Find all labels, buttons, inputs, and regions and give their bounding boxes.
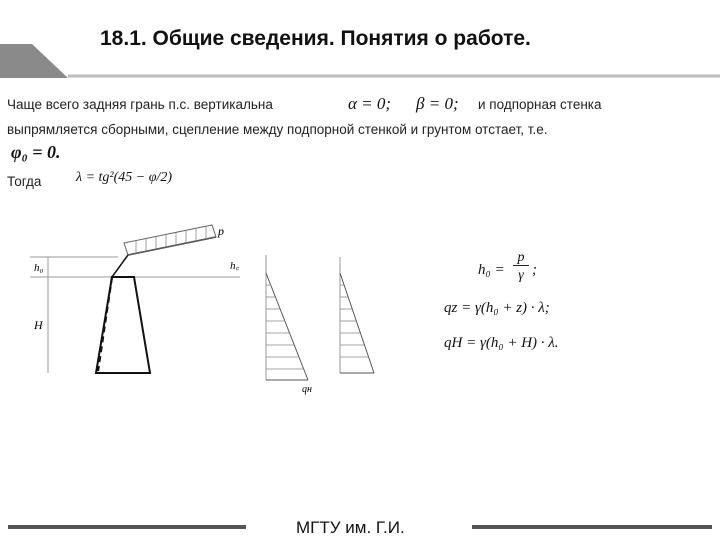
alpha-equation: α = 0; bbox=[348, 94, 392, 113]
line2-text: выпрямляется сборными, сцепление между подпорной стенкой и грунтом отстает, т.е. bbox=[7, 122, 548, 137]
retaining-wall-diagram bbox=[0, 215, 430, 400]
label-H: H bbox=[34, 318, 43, 332]
lambda-formula: λ = tg²(45 − φ/2) bbox=[76, 170, 173, 185]
label-h0: h₀ bbox=[34, 262, 44, 274]
label-qH: qн bbox=[302, 384, 312, 395]
h0-lhs: h₀ = bbox=[478, 262, 505, 278]
header-grey-tab bbox=[0, 44, 68, 78]
then-label: Тогда bbox=[7, 174, 42, 189]
footer-text: МГТУ им. Г.И. bbox=[296, 518, 405, 537]
label-p: p bbox=[218, 224, 224, 238]
footer-bar-right bbox=[472, 525, 712, 529]
h0-denominator: γ bbox=[518, 268, 524, 283]
pressure2-hypotenuse bbox=[340, 273, 374, 373]
slide-title: 18.1. Общие сведения. Понятия о работе. bbox=[100, 27, 531, 50]
surcharge-load bbox=[124, 225, 216, 255]
qz-formula: qz = γ(h₀ + z) · λ; bbox=[444, 300, 550, 316]
phi-equation: φ₀ = 0. bbox=[11, 142, 61, 162]
line1 bbox=[7, 97, 273, 112]
qH-formula: qH = γ(h₀ + H) · λ. bbox=[444, 335, 559, 351]
footer-bar-left bbox=[8, 525, 246, 529]
backfill-surface-left bbox=[112, 255, 128, 277]
h0-tail: ; bbox=[532, 262, 537, 278]
beta-equation: β = 0; bbox=[416, 94, 459, 113]
retaining-wall bbox=[96, 277, 150, 373]
pressure1-hypotenuse bbox=[266, 273, 308, 380]
line1-tail: и подпорная стенка bbox=[478, 97, 602, 112]
pressure2-hatching bbox=[340, 285, 368, 357]
surcharge-hatching bbox=[136, 227, 206, 253]
line1-text: Чаще всего задняя грань п.с. вертикальна bbox=[7, 97, 273, 112]
label-hc: h꜀ bbox=[230, 260, 240, 272]
h0-numerator: p bbox=[513, 250, 529, 266]
